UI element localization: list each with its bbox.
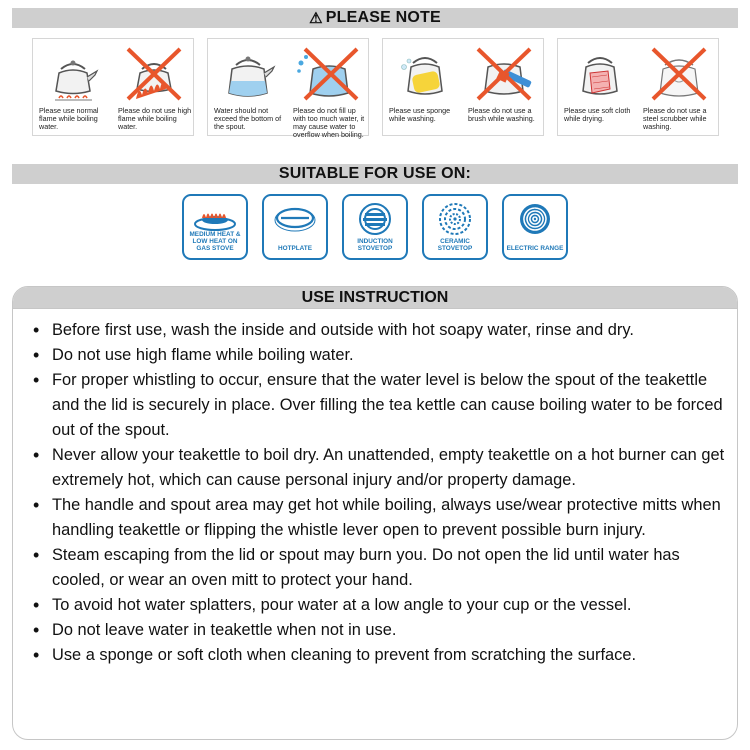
suitable-label: MEDIUM HEAT & LOW HEAT ON GAS STOVE	[189, 231, 241, 252]
kettle-steel-scrubber-crossed-icon	[643, 43, 716, 103]
induction-icon	[352, 202, 398, 236]
electric-range-icon	[512, 202, 558, 236]
note-caption: Please use sponge while washing.	[389, 106, 451, 123]
kettle-brush-crossed-icon	[468, 43, 541, 103]
note-bad-overfill	[289, 39, 370, 137]
instruction-item: • Use a sponge or soft cloth when cleaning to prevent from scratching the surface.	[33, 643, 729, 668]
instruction-item: • Do not leave water in teakettle when not in use.	[33, 618, 729, 643]
use-instruction-title: USE INSTRUCTION	[301, 288, 449, 306]
note-ok-soft-cloth	[558, 39, 639, 137]
kettle-high-flame-crossed-icon	[118, 43, 191, 103]
instruction-item: • Steam escaping from the lid or spout may burn you. Do not open the lid until water has cooled, or wear an oven mitt to protect your hand.	[33, 543, 729, 593]
suitable-label: HOTPLATE	[278, 245, 312, 252]
instruction-item: • For proper whistling to occur, ensure that the water level is below the spout of the teakettle and the lid is securely in place. Over filling the tea kettle can cause boiling water to be forced out of the spout.	[33, 368, 729, 443]
suitable-electric-range	[502, 194, 568, 260]
suitable-hotplate	[262, 194, 328, 260]
note-card-water	[207, 38, 369, 139]
suitable-icons	[0, 194, 750, 260]
kettle-normal-flame-icon	[37, 43, 110, 103]
kettle-sponge-icon	[387, 43, 460, 103]
kettle-overfill-crossed-icon	[293, 43, 366, 103]
instruction-item: • Do not use high flame while boiling water.	[33, 343, 729, 368]
instruction-item: • To avoid hot water splatters, pour water at a low angle to your cup or the vessel.	[33, 593, 729, 618]
suitable-ceramic	[422, 194, 488, 260]
note-ok-normal-flame	[33, 39, 114, 137]
use-instruction-panel	[12, 286, 738, 740]
note-caption: Please do not use high flame while boiling water.	[118, 106, 192, 131]
note-caption: Please do not use a brush while washing.	[468, 106, 535, 123]
please-note-cards	[32, 38, 722, 139]
please-note-header	[12, 8, 738, 28]
note-caption: Water should not exceed the bottom of the spout.	[214, 106, 282, 131]
warning-icon: ⚠	[309, 10, 323, 27]
kettle-soft-cloth-icon	[562, 43, 635, 103]
instruction-item: • Never allow your teakettle to boil dry. An unattended, empty teakettle on a hot burner can get extremely hot, which can cause personal injury and/or property damage.	[33, 443, 729, 493]
note-caption: Please use normal flame while boiling water.	[39, 106, 99, 131]
ceramic-icon	[432, 202, 478, 236]
suitable-label: INDUCTION STOVETOP	[357, 238, 393, 252]
kettle-water-level-icon	[212, 43, 285, 103]
suitable-label: ELECTRIC RANGE	[506, 245, 564, 252]
instruction-list	[13, 309, 737, 668]
note-caption: Please use soft cloth while drying.	[564, 106, 631, 123]
note-caption: Please do not fill up with too much water, it may cause water to overflow when boiling.	[293, 106, 365, 139]
note-card-flame	[32, 38, 194, 136]
suitable-gas-stove	[182, 194, 248, 260]
note-caption: Please do not use a steel scrubber while washing.	[643, 106, 707, 131]
note-ok-sponge	[383, 39, 464, 137]
note-card-sponge	[382, 38, 544, 136]
use-instruction-header	[13, 287, 737, 309]
note-card-cloth	[557, 38, 719, 136]
suitable-title: SUITABLE FOR USE ON:	[278, 165, 472, 182]
suitable-header	[12, 164, 738, 184]
instruction-item: • Before first use, wash the inside and outside with hot soapy water, rinse and dry.	[33, 318, 729, 343]
suitable-induction	[342, 194, 408, 260]
please-note-title: PLEASE NOTE	[325, 9, 441, 26]
note-bad-high-flame	[114, 39, 195, 137]
instruction-item: • The handle and spout area may get hot while boiling, always use/wear protective mitts when handling teakettle or flipping the whistle lever open to prevent possible burn injury.	[33, 493, 729, 543]
suitable-label: CERAMIC STOVETOP	[437, 238, 473, 252]
hotplate-icon	[272, 202, 318, 236]
note-ok-water-level	[208, 39, 289, 137]
note-bad-brush	[464, 39, 545, 137]
note-bad-steel-scrubber	[639, 39, 720, 137]
